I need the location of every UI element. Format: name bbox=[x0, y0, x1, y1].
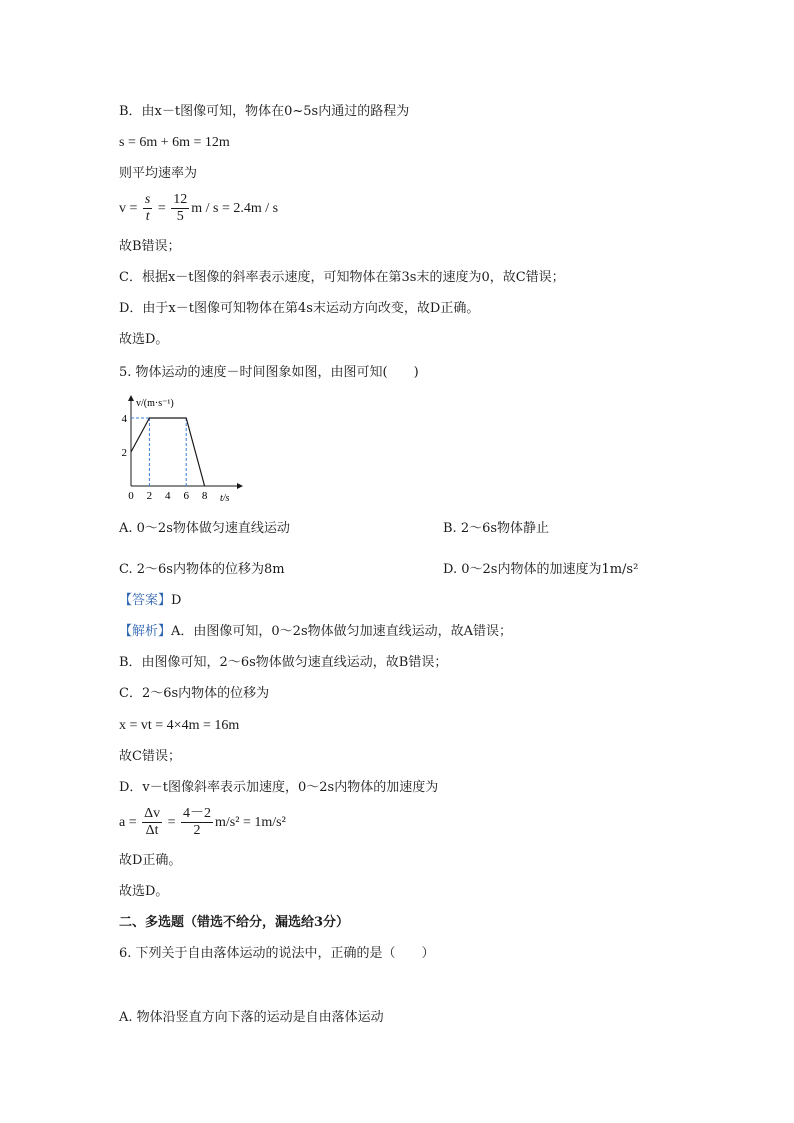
q5-analysis-c-eq: x = vt = 4×4m = 16m bbox=[119, 718, 240, 733]
rate-fraction-2 bbox=[171, 192, 189, 225]
velocity-line bbox=[131, 418, 205, 486]
accel-fraction-2 bbox=[181, 806, 213, 839]
q6-stem: 6. 下列关于自由落体运动的说法中，正确的是（ ） bbox=[119, 946, 435, 961]
x-tick-label: 4 bbox=[165, 490, 171, 502]
prev-choose: 故选D。 bbox=[119, 332, 169, 347]
x-tick-label: 8 bbox=[201, 490, 208, 502]
accel-rhs: m/s² = 1m/s² bbox=[215, 815, 286, 830]
rate-frac1-den: t bbox=[145, 209, 150, 225]
q5-choose: 故选D。 bbox=[119, 884, 169, 899]
prev-d-text: D．由于x－t图像可知物体在第4s末运动方向改变，故D正确。 bbox=[119, 301, 480, 316]
q5-answer bbox=[119, 592, 181, 610]
rate-fraction-1 bbox=[143, 192, 152, 225]
x-tick-label: 6 bbox=[183, 490, 189, 502]
analysis-a-text: A．由图像可知，0～2s物体做匀加速直线运动，故A错误； bbox=[171, 624, 513, 639]
y-tick-label: 2 bbox=[121, 447, 127, 459]
q5-analysis-b: B．由图像可知，2～6s物体做匀速直线运动，故B错误； bbox=[119, 655, 448, 670]
x-axis-label: t/s bbox=[220, 493, 230, 504]
rate-frac1-num: s bbox=[144, 192, 151, 208]
y-tick-label: 4 bbox=[121, 413, 127, 425]
prev-b-equation: s = 6m + 6m = 12m bbox=[119, 135, 230, 150]
q5-option-a[interactable]: A. 0～2s物体做匀速直线运动 bbox=[119, 521, 290, 536]
prev-c-text: C．根据x－t图像的斜率表示速度，可知物体在第3s末的速度为0，故C错误； bbox=[119, 270, 565, 285]
prev-b-rate-label: 则平均速率为 bbox=[119, 166, 198, 181]
prev-b-conclusion: 故B错误； bbox=[119, 239, 181, 254]
q5-analysis-c-conc: 故C错误； bbox=[119, 749, 181, 764]
analysis-tag: 【解析】 bbox=[119, 624, 172, 639]
rate-lhs: v = bbox=[119, 201, 141, 216]
accel-frac1-den: Δt bbox=[145, 823, 159, 839]
q5-analysis-a bbox=[119, 623, 512, 641]
accel-frac2-den: 2 bbox=[193, 823, 201, 839]
vt-graph bbox=[112, 390, 252, 508]
q5-option-b[interactable]: B. 2～6s物体静止 bbox=[443, 521, 550, 536]
x-tick-label: 2 bbox=[146, 490, 153, 502]
q5-analysis-d: D．v－t图像斜率表示加速度，0～2s内物体的加速度为 bbox=[119, 780, 439, 795]
accel-frac2-num: 4－2 bbox=[183, 806, 212, 822]
answer-value: D bbox=[171, 593, 182, 608]
q5-stem: 5. 物体运动的速度－时间图象如图，由图可知( ) bbox=[119, 365, 419, 380]
q6-option-a[interactable]: A. 物体沿竖直方向下落的运动是自由落体运动 bbox=[119, 1010, 384, 1025]
q5-option-d[interactable]: D. 0～2s内物体的加速度为1m/s² bbox=[443, 562, 639, 577]
accel-fraction-1 bbox=[142, 806, 162, 839]
q5-analysis-d-conc: 故D正确。 bbox=[119, 853, 182, 868]
q5-analysis-d-formula: a = $\frac{\Delta v}{\Delta t}$ = $\frac{4-2}{2}$ m/s² = 1m/s² bbox=[119, 806, 286, 839]
rate-frac2-num: 12 bbox=[173, 192, 188, 208]
rate-rhs: m / s = 2.4m / s bbox=[191, 201, 279, 216]
q5-option-c[interactable]: C. 2～6s内物体的位移为8m bbox=[119, 562, 285, 577]
accel-frac1-num: Δv bbox=[144, 806, 161, 822]
rate-frac2-den: 5 bbox=[176, 209, 184, 225]
prev-b-intro: B．由x－t图像可知，物体在0~5s内通过的路程为 bbox=[119, 104, 410, 119]
prev-b-rate-formula: v = $\frac{s}{t}$ = $\frac{12}{5}$ m / s = 2.4m / s bbox=[119, 192, 279, 225]
x-tick-label: 0 bbox=[128, 490, 134, 502]
answer-tag: 【答案】 bbox=[119, 593, 172, 608]
section2-title: 二、多选题（错选不给分，漏选给3分） bbox=[119, 915, 350, 930]
y-axis-label: v/(m·s⁻¹) bbox=[136, 398, 174, 409]
q5-analysis-c: C．2～6s内物体的位移为 bbox=[119, 686, 270, 701]
accel-lhs: a = bbox=[119, 815, 141, 830]
